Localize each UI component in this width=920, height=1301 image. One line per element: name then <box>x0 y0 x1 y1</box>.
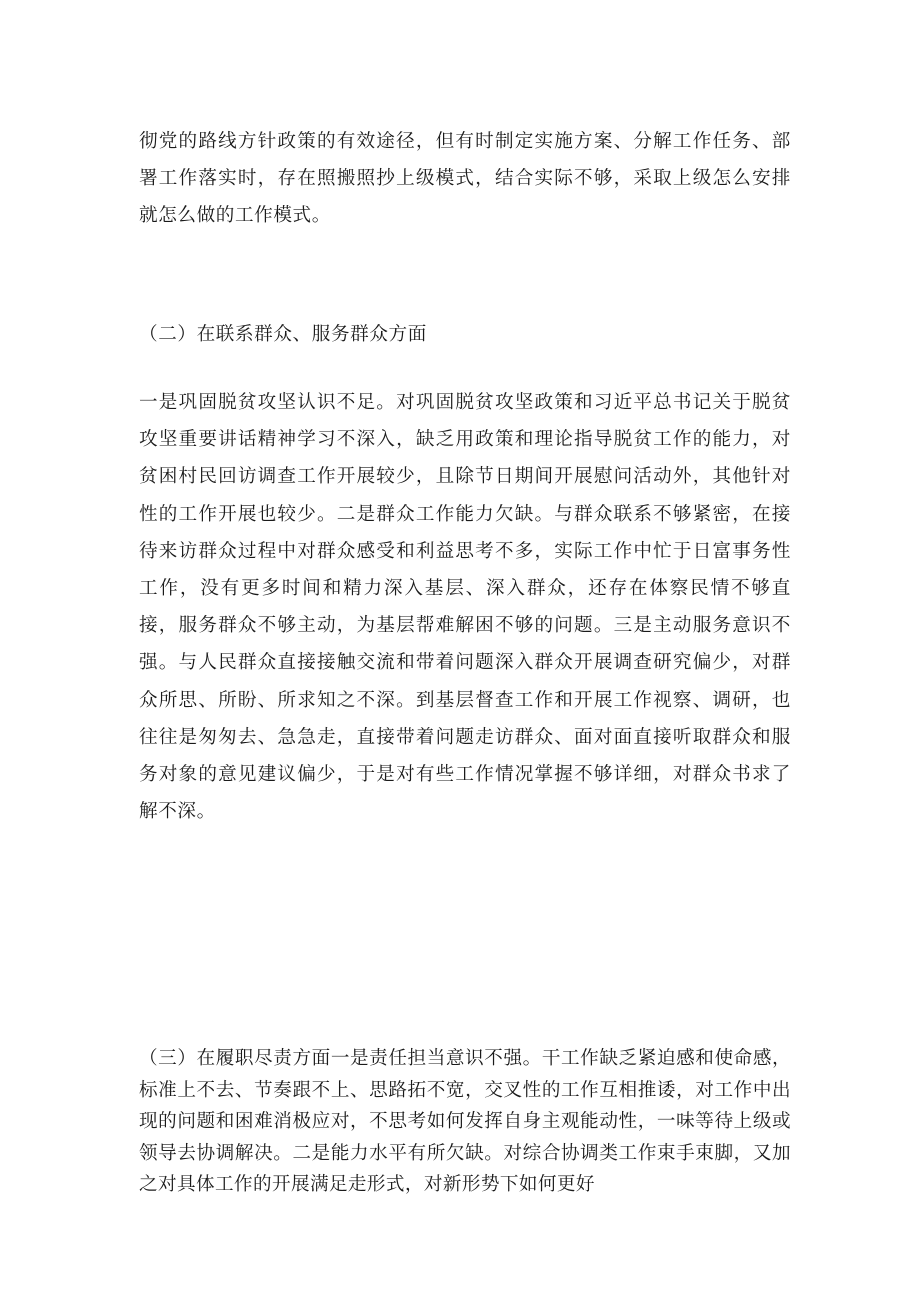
paragraph-continuation: 彻党的路线方针政策的有效途径，但有时制定实施方案、分解工作任务、部署工作落实时，存在照搬照抄上级模式，结合实际不够，采取上级怎么安排就怎么做的工作模式。 <box>139 131 791 227</box>
section-heading-2: （二）在联系群众、服务群众方面 <box>139 324 427 345</box>
paragraph-section-3: （三）在履职尽责方面一是责任担当意识不强。干工作缺乏紧迫感和使命感，标准上不去、节奏跟不上、思路拓不宽，交叉性的工作互相推诿，对工作中出现的问题和困难消极应对，不思考如何发挥自身主观能动性，一味等待上级或领导去协调解决。二是能力水平有所欠缺。对综合协调类工作束手束脚，又加之对具体工作的开展满足走形式，对新形势下如何更好 <box>139 1048 791 1196</box>
paragraph-section-2-body: 一是巩固脱贫攻坚认识不足。对巩固脱贫攻坚政策和习近平总书记关于脱贫攻坚重要讲话精神学习不深入，缺乏用政策和理论指导脱贫工作的能力，对贫困村民回访调查工作开展较少，且除节日期间开展慰问活动外，其他针对性的工作开展也较少。二是群众工作能力欠缺。与群众联系不够紧密，在接待来访群众过程中对群众感受和利益思考不多，实际工作中忙于日富事务性工作，没有更多时间和精力深入基层、深入群众，还存在体察民情不够直接，服务群众不够主动，为基层帮难解困不够的问题。三是主动服务意识不强。与人民群众直接接触交流和带着问题深入群众开展调查研究偏少，对群众所思、所盼、所求知之不深。到基层督查工作和开展工作视察、调研，也往往是匆匆去、急急走，直接带着问题走访群众、面对面直接听取群众和服务对象的意见建议偏少，于是对有些工作情况掌握不够详细，对群众书求了解不深。 <box>139 392 791 823</box>
